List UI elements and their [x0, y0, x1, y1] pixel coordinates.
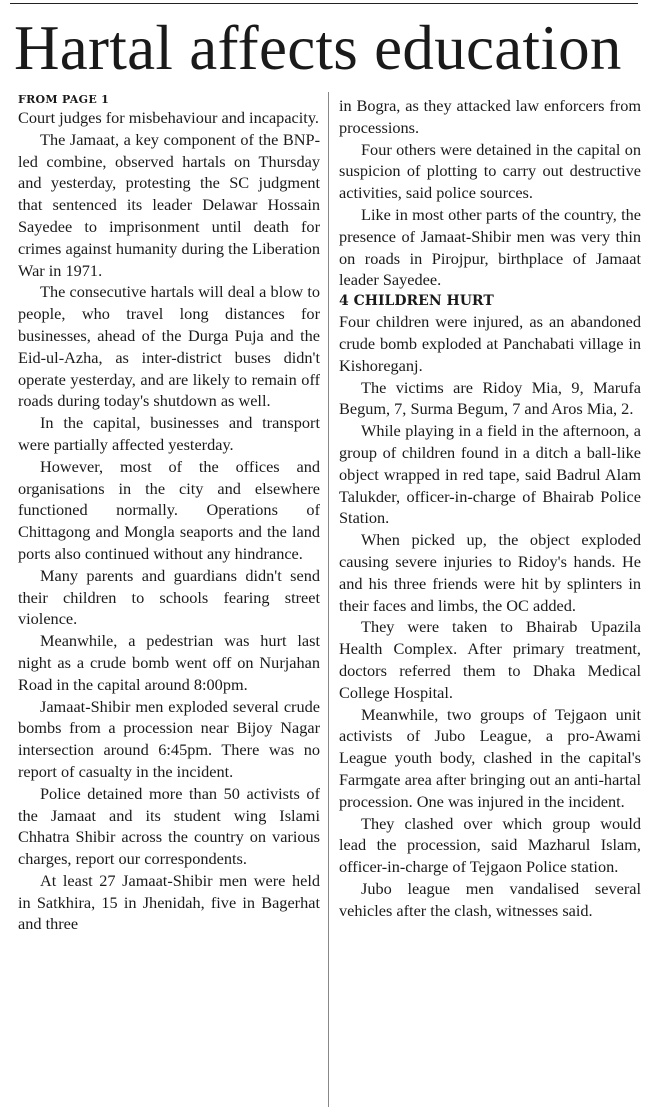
paragraph: Jubo league men vandalised several vehicles after the clash, witnesses said.: [339, 878, 641, 920]
subhead: 4 CHILDREN HURT: [339, 293, 494, 310]
top-rule: [10, 3, 638, 4]
paragraph: Police detained more than 50 activists of the Jamaat and its student wing Islami Chhatra Shibir across the country on various charges, report our correspondents.: [18, 783, 320, 869]
paragraph: Like in most other parts of the country, the presence of Jamaat-Shibir men was very thin on roads in Pirojpur, birthplace of Jamaat leader Sayedee.: [339, 204, 641, 290]
left-column: [18, 92, 320, 1107]
paragraph: The victims are Ridoy Mia, 9, Marufa Begum, 7, Surma Begum, 7 and Aros Mia, 2.: [339, 377, 641, 419]
headline: Hartal affects education: [14, 13, 622, 83]
paragraph: At least 27 Jamaat-Shibir men were held in Satkhira, 15 in Jhenidah, five in Bagerhat and three: [18, 870, 320, 934]
paragraph: While playing in a field in the afternoon, a group of children found in a ditch a ball-like object wrapped in red tape, said Badrul Alam Talukder, officer-in-charge of Bhairab Police Station.: [339, 421, 641, 528]
paragraph: They clashed over which group would lead the procession, said Mazharul Islam, officer-in-charge of Tejgaon Police station.: [339, 813, 641, 877]
paragraph: Court judges for misbehaviour and incapacity.: [18, 108, 319, 127]
paragraph: The consecutive hartals will deal a blow to people, who travel long distances for businesses, ahead of the Durga Puja and the Eid-ul-Azha, as inter-district buses didn't operate yesterday, and are likely to remain off roads during today's shutdown as well.: [18, 282, 320, 411]
paragraph: Meanwhile, a pedestrian was hurt last night as a crude bomb went off on Nurjahan Road in the capital around 8:00pm.: [18, 631, 320, 694]
paragraph: Four children were injured, as an abandoned crude bomb exploded at Panchabati village in Kishoreganj.: [339, 312, 641, 375]
paragraph: The Jamaat, a key component of the BNP-led combine, observed hartals on Thursday and yesterday, protesting the SC judgment that sentenced its leader Delawar Hossain Sayedee to imprisonment until death for crimes against humanity during the Liberation War in 1971.: [18, 129, 320, 280]
paragraph: When picked up, the object exploded causing severe injuries to Ridoy's hands. He and his three friends were hit by splinters in their faces and limbs, the OC added.: [339, 530, 641, 615]
paragraph: Four others were detained in the capital on suspicion of plotting to carry out destructive activities, said police sources.: [339, 139, 641, 203]
jump-line: FROM PAGE 1: [18, 93, 110, 106]
paragraph: Many parents and guardians didn't send their children to schools fearing street violence.: [18, 565, 320, 629]
paragraph: They were taken to Bhairab Upazila Health Complex. After primary treatment, doctors referred them to Dhaka Medical College Hospital.: [339, 617, 641, 702]
paragraph: in Bogra, as they attacked law enforcers from processions.: [339, 96, 641, 137]
paragraph: However, most of the offices and organisations in the city and elsewhere functioned normally. Operations of Chittagong and Mongla seaports and the land ports also continued without any hindrance.: [18, 456, 320, 563]
paragraph: Jamaat-Shibir men exploded several crude bombs from a procession near Bijoy Nagar intersection around 6:45pm. There was no report of casualty in the incident.: [18, 696, 320, 781]
paragraph: In the capital, businesses and transport were partially affected yesterday.: [18, 413, 320, 454]
column-divider: [328, 92, 329, 1107]
right-column: [339, 95, 641, 1110]
paragraph: Meanwhile, two groups of Tejgaon unit activists of Jubo League, a pro-Awami League youth body, clashed in the capital's Farmgate area after bringing out an anti-hartal procession. One was injured in the incident.: [339, 704, 641, 811]
